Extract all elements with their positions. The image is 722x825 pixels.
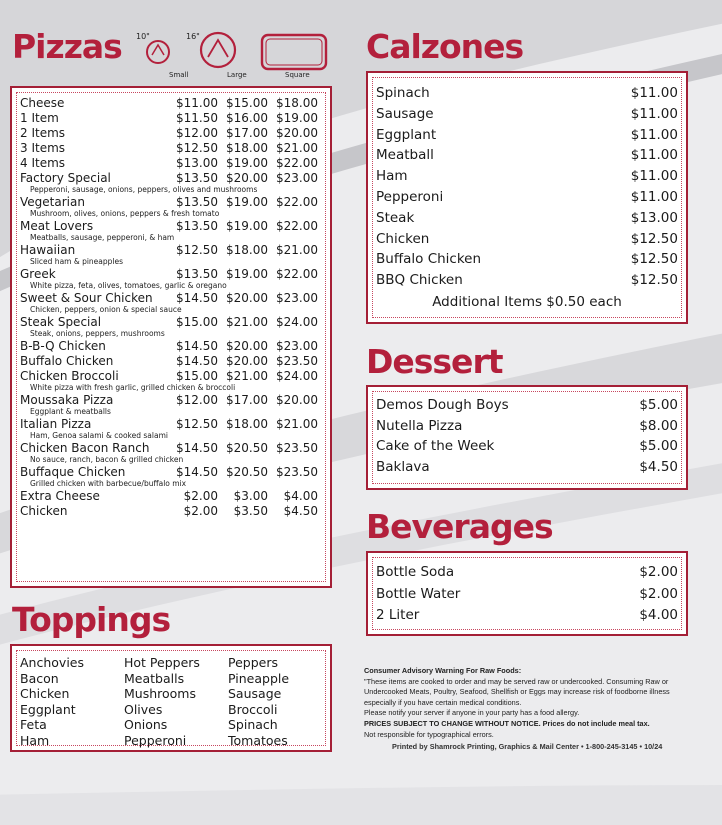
pizza-price: $20.00 (276, 126, 318, 140)
beverage-name: Bottle Water (376, 585, 461, 602)
pizza-name: 1 Item (20, 111, 59, 125)
dessert-box (366, 385, 688, 490)
pizza-price: $12.50 (176, 141, 218, 155)
pizzas-heading: Pizzas (12, 27, 122, 66)
calzone-price: $13.00 (630, 209, 678, 226)
topping-item: Ham (20, 732, 50, 748)
pizza-price: $18.00 (226, 243, 268, 257)
calzone-name: Chicken (376, 230, 430, 247)
pizza-price: $17.00 (226, 393, 268, 407)
pizza-row (20, 338, 322, 354)
pizza-price: $13.50 (176, 195, 218, 209)
topping-item: Spinach (228, 717, 278, 732)
topping-item: Hot Peppers (124, 655, 200, 670)
pizza-price: $13.50 (176, 219, 218, 233)
pizza-price: $23.00 (276, 339, 318, 353)
pizza-price: $17.00 (226, 126, 268, 140)
pizza-price: $20.00 (226, 354, 268, 368)
pizza-name: Chicken Broccoli (20, 369, 119, 383)
pizza-name: Italian Pizza (20, 417, 92, 431)
pizza-price: $3.50 (233, 504, 268, 518)
pizza-name: Greek (20, 267, 56, 281)
dessert-row (376, 436, 678, 456)
calzone-row (376, 249, 678, 269)
pizza-price: $15.00 (176, 369, 218, 383)
dessert-price: $4.50 (639, 458, 678, 475)
pizza-row (20, 155, 322, 171)
pizza-description: Chicken, peppers, onion & special sauce (30, 305, 182, 314)
pizza-name: Buffaque Chicken (20, 465, 126, 479)
disclaimer-line: PRICES SUBJECT TO CHANGE WITHOUT NOTICE. Prices do not include meal tax. (364, 718, 650, 728)
dessert-name: Demos Dough Boys (376, 397, 509, 413)
pizza-price: $16.00 (226, 111, 268, 125)
dessert-price: $5.00 (639, 397, 678, 413)
pizza-row (20, 353, 322, 369)
pizza-price: $21.00 (276, 141, 318, 155)
pizza-price: $14.50 (176, 441, 218, 455)
beverages-box (366, 551, 688, 636)
calzone-row (376, 125, 678, 145)
disclaimer-line: "These items are cooked to order and may be served raw or undercooked. Consuming Raw or (364, 676, 669, 686)
calzone-row (376, 208, 678, 228)
topping-item: Peppers (228, 655, 278, 670)
calzone-price: $12.50 (630, 230, 678, 247)
pizza-row (20, 95, 322, 111)
toppings-box (10, 644, 332, 752)
size-small-label: Small (169, 71, 189, 79)
calzone-price: $11.00 (630, 126, 678, 143)
disclaimer-line: Undercooked Meats, Poultry, Seafood, Shellfish or Eggs may increase risk of foodborne illness (364, 687, 670, 697)
pizza-price: $12.00 (176, 393, 218, 407)
topping-item: Onions (124, 717, 168, 732)
pizza-price: $21.00 (276, 243, 318, 257)
dessert-row (376, 416, 678, 436)
calzone-row (376, 187, 678, 207)
pizza-name: Sweet & Sour Chicken (20, 291, 153, 305)
calzone-price: $12.50 (630, 272, 678, 289)
pizza-price: $2.00 (183, 489, 218, 503)
pizza-price: $4.00 (283, 489, 318, 503)
disclaimer-line: Please notify your server if anyone in your party has a food allergy. (364, 708, 580, 718)
pizza-price: $13.50 (176, 171, 218, 185)
pizza-price: $14.50 (176, 339, 218, 353)
pizza-price: $23.50 (276, 441, 318, 455)
pizza-description: White pizza, feta, olives, tomatoes, garlic & oregano (30, 281, 227, 290)
beverage-row (376, 562, 678, 582)
calzone-row (376, 270, 678, 290)
pizza-row (20, 503, 322, 519)
pizza-price: $2.00 (183, 504, 218, 518)
pizza-description: Meatballs, sausage, pepperoni, & ham (30, 233, 175, 242)
pizza-name: Buffalo Chicken (20, 354, 114, 368)
pizza-price: $12.50 (176, 243, 218, 257)
pizza-name: Moussaka Pizza (20, 393, 114, 407)
dessert-name: Cake of the Week (376, 438, 495, 454)
pizza-description: White pizza with fresh garlic, grilled chicken & broccoli (30, 383, 236, 392)
topping-item: Bacon (20, 670, 59, 686)
pizza-price: $19.00 (226, 156, 268, 170)
pizza-name: Cheese (20, 96, 65, 110)
pizza-price: $20.50 (226, 465, 268, 479)
beverage-name: 2 Liter (376, 607, 420, 623)
pizza-price: $24.00 (276, 369, 318, 383)
calzone-row (376, 145, 678, 165)
large-size-inches: 16" (186, 32, 200, 41)
pizza-name: Chicken (20, 504, 68, 518)
beverage-row (376, 584, 678, 604)
pizza-price: $20.00 (226, 339, 268, 353)
beverages-heading: Beverages (366, 507, 553, 546)
calzone-row (376, 104, 678, 124)
beverage-price: $2.00 (639, 585, 678, 602)
calzone-name: Eggplant (376, 126, 437, 143)
calzone-additional: Additional Items $0.50 each (432, 294, 622, 310)
pizza-price: $20.00 (226, 291, 268, 305)
calzone-name: BBQ Chicken (376, 272, 463, 289)
pizza-price: $23.00 (276, 291, 318, 305)
pizza-price: $18.00 (226, 141, 268, 155)
calzone-name: Buffalo Chicken (376, 251, 482, 268)
dessert-name: Baklava (376, 458, 430, 475)
pizza-price: $22.00 (276, 219, 318, 233)
pizza-price: $12.00 (176, 126, 218, 140)
pizza-name: Meat Lovers (20, 219, 94, 233)
pizza-description: Sliced ham & pineapples (30, 257, 124, 266)
topping-item: Pineapple (228, 670, 290, 686)
pizza-name: Vegetarian (20, 195, 85, 209)
topping-item: Tomatoes (228, 732, 288, 748)
consumer-advisory (364, 666, 709, 740)
pizza-description: Pepperoni, sausage, onions, peppers, olives and mushrooms (30, 185, 258, 194)
pizza-price: $11.00 (176, 96, 218, 110)
pizza-price: $19.00 (226, 267, 268, 281)
calzone-price: $11.00 (630, 189, 678, 205)
pizza-price: $18.00 (276, 96, 318, 110)
calzone-name: Spinach (376, 85, 430, 101)
pizza-price: $14.50 (176, 354, 218, 368)
disclaimer-line: Consumer Advisory Warning For Raw Foods: (364, 666, 522, 675)
topping-item: Olives (124, 701, 163, 717)
calzone-name: Pepperoni (376, 189, 444, 205)
pizza-price: $21.00 (226, 369, 268, 383)
pizza-price: $11.50 (176, 111, 218, 125)
pizza-description: No sauce, ranch, bacon & grilled chicken (30, 455, 184, 464)
beverage-name: Bottle Soda (376, 564, 455, 580)
calzone-name: Meatball (376, 147, 434, 164)
pizza-description: Mushroom, olives, onions, peppers & fresh tomato (30, 209, 220, 218)
beverage-price: $2.00 (639, 564, 678, 580)
calzone-row (376, 229, 678, 249)
toppings-heading: Toppings (12, 600, 171, 639)
topping-item: Sausage (228, 686, 282, 701)
pizza-name: Chicken Bacon Ranch (20, 441, 150, 455)
pizza-price: $19.00 (226, 195, 268, 209)
topping-item: Chicken (20, 686, 70, 701)
beverage-row (376, 605, 678, 625)
pizza-price: $12.50 (176, 417, 218, 431)
pizza-price: $23.50 (276, 354, 318, 368)
calzone-row (376, 166, 678, 186)
pizza-price: $24.00 (276, 315, 318, 329)
pizza-price: $19.00 (226, 219, 268, 233)
pizza-price: $22.00 (276, 156, 318, 170)
calzone-name: Sausage (376, 105, 434, 122)
pizza-price: $13.00 (176, 156, 218, 170)
pizza-price: $20.00 (276, 393, 318, 407)
pizza-name: 4 Items (20, 156, 66, 170)
topping-item: Broccoli (228, 701, 278, 717)
pizza-price: $4.50 (283, 504, 318, 518)
pizza-row (20, 488, 322, 504)
small-size-inches: 10" (136, 32, 150, 41)
dessert-row (376, 395, 678, 415)
calzone-row (376, 83, 678, 103)
calzone-price: $11.00 (630, 168, 678, 185)
pizza-name: B-B-Q Chicken (20, 339, 106, 353)
calzones-heading: Calzones (366, 27, 524, 66)
pizza-description: Ham, Genoa salami & cooked salami (30, 431, 168, 440)
pizza-price: $20.50 (226, 441, 268, 455)
pizza-price: $22.00 (276, 195, 318, 209)
pizza-price: $20.00 (226, 171, 268, 185)
pizza-row (20, 140, 322, 156)
pizza-price: $23.50 (276, 465, 318, 479)
topping-item: Meatballs (124, 670, 185, 686)
calzone-name: Ham (376, 168, 408, 185)
pizza-row (20, 125, 322, 141)
calzone-price: $11.00 (630, 147, 678, 164)
pizza-price: $14.50 (176, 291, 218, 305)
size-large-label: Large (227, 71, 247, 79)
topping-item: Mushrooms (124, 686, 196, 701)
topping-item: Eggplant (20, 701, 76, 717)
square-pizza-icon (262, 35, 326, 69)
pizza-price: $14.50 (176, 465, 218, 479)
pizza-price: $21.00 (276, 417, 318, 431)
dessert-heading: Dessert (366, 342, 503, 381)
pizza-name: Factory Special (20, 171, 111, 185)
disclaimer-line: Not responsible for typographical errors. (364, 729, 494, 739)
dessert-row (376, 457, 678, 477)
pizza-size-icons (138, 30, 328, 74)
pizza-price: $15.00 (176, 315, 218, 329)
calzones-box (366, 71, 688, 324)
pizza-price: $22.00 (276, 267, 318, 281)
pizza-price: $23.00 (276, 171, 318, 185)
pizza-name: 2 Items (20, 126, 66, 140)
pizza-description: Steak, onions, peppers, mushrooms (30, 329, 165, 338)
dessert-price: $5.00 (639, 438, 678, 454)
pizza-price: $21.00 (226, 315, 268, 329)
large-pizza-icon (201, 33, 235, 67)
pizza-name: Hawaiian (20, 243, 76, 257)
pizza-price: $13.50 (176, 267, 218, 281)
pizza-description: Grilled chicken with barbecue/buffalo mix (30, 479, 187, 488)
calzone-name: Steak (376, 209, 415, 226)
pizza-row (20, 110, 322, 126)
calzone-price: $11.00 (630, 85, 678, 101)
pizza-price: $19.00 (276, 111, 318, 125)
printed-by: Printed by Shamrock Printing, Graphics & Mail Center • 1-800-245-3145 • 10/24 (392, 742, 663, 751)
dessert-name: Nutella Pizza (376, 417, 463, 434)
topping-item: Feta (20, 717, 47, 732)
disclaimer-line: especially if you have certain medical conditions. (364, 697, 522, 707)
beverage-price: $4.00 (639, 607, 678, 623)
pizza-name: 3 Items (20, 141, 66, 155)
topping-item: Pepperoni (124, 732, 187, 748)
pizza-price: $15.00 (226, 96, 268, 110)
pizza-name: Steak Special (20, 315, 102, 329)
pizza-description: Eggplant & meatballs (30, 407, 111, 416)
pizza-price: $3.00 (233, 489, 268, 503)
calzone-price: $11.00 (630, 105, 678, 122)
dessert-price: $8.00 (639, 417, 678, 434)
calzone-price: $12.50 (630, 251, 678, 268)
pizza-price: $18.00 (226, 417, 268, 431)
pizza-menu-box (10, 86, 332, 588)
pizza-name: Extra Cheese (20, 489, 100, 503)
size-square-label: Square (285, 71, 310, 79)
topping-item: Anchovies (20, 655, 84, 670)
